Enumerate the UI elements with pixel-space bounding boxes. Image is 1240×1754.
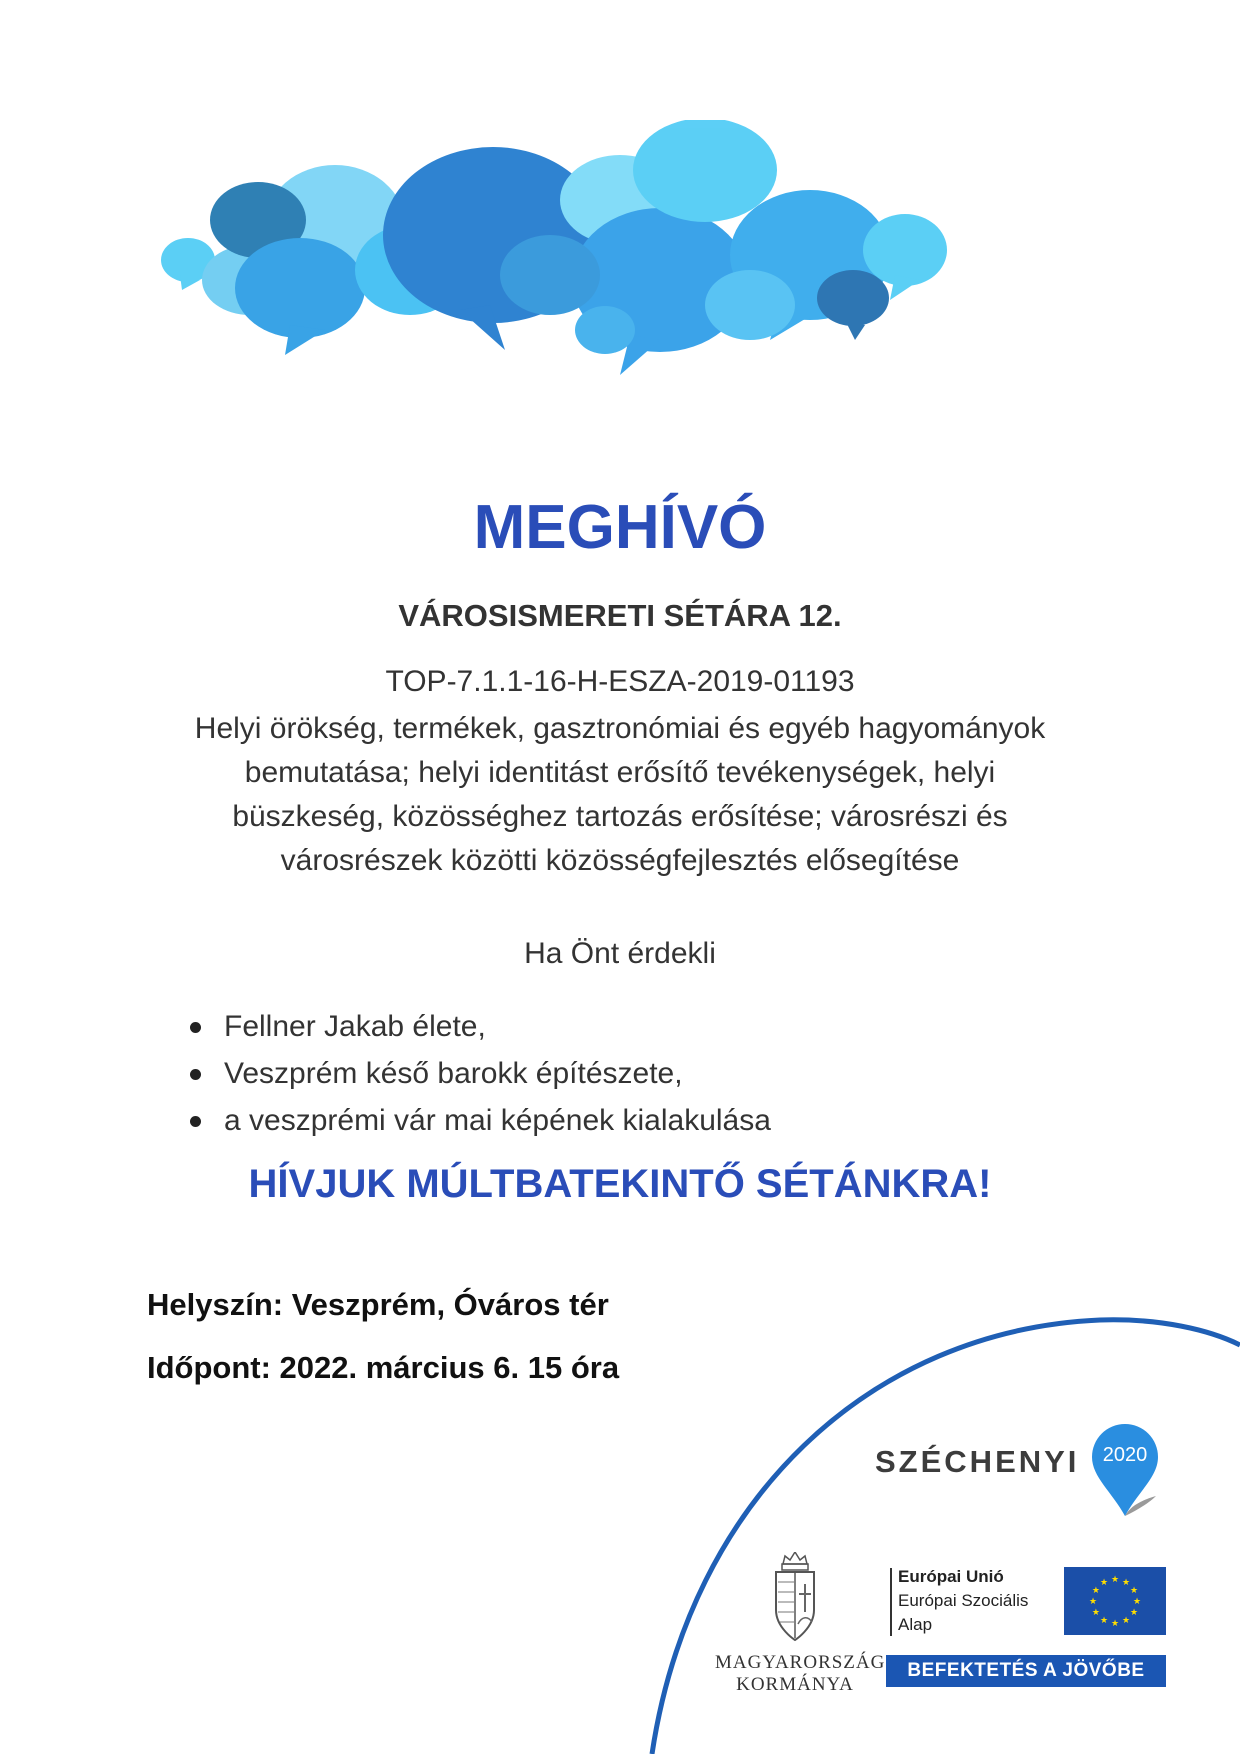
eu-line-2: Európai Szociális — [898, 1591, 1029, 1610]
project-code: TOP-7.1.1-16-H-ESZA-2019-01193 — [385, 665, 855, 698]
eu-star-icon: ★ — [1088, 1596, 1098, 1606]
event-subtitle: VÁROSISMERETI SÉTÁRA 12. — [398, 598, 842, 633]
divider — [890, 1568, 892, 1636]
eu-star-icon: ★ — [1099, 1576, 1109, 1587]
time-line: Időpont: 2022. március 6. 15 óra — [147, 1350, 620, 1385]
topic-text: Fellner Jakab élete, — [224, 1010, 486, 1043]
eu-star-icon: ★ — [1130, 1607, 1139, 1617]
eu-star-icon: ★ — [1099, 1615, 1109, 1626]
eu-star-icon: ★ — [1121, 1615, 1131, 1626]
topic-text: Veszprém késő barokk építészete, — [224, 1057, 683, 1090]
eu-star-icon: ★ — [1091, 1607, 1100, 1617]
szechenyi-pin-icon — [1090, 1422, 1160, 1518]
eu-star-icon: ★ — [1121, 1576, 1131, 1587]
eu-star-icon: ★ — [1110, 1574, 1120, 1584]
invest-banner: BEFEKTETÉS A JÖVŐBE — [886, 1655, 1166, 1687]
eu-star-icon: ★ — [1091, 1585, 1100, 1595]
interest-intro: Ha Önt érdekli — [524, 937, 716, 970]
eu-star-icon: ★ — [1130, 1585, 1139, 1595]
government-logo-text — [715, 1652, 886, 1696]
government-line: KORMÁNYA — [736, 1674, 854, 1695]
eu-line-1: Európai Unió — [898, 1567, 1004, 1586]
description-line: Helyi örökség, termékek, gasztronómiai és egyéb hagyományok — [194, 712, 1046, 745]
topic-text: a veszprémi vár mai képének kialakulása — [224, 1104, 771, 1137]
call-to-action: HÍVJUK MÚLTBATEKINTŐ SÉTÁNKRA! — [248, 1162, 992, 1206]
eu-star-icon: ★ — [1132, 1596, 1142, 1606]
government-line: MAGYARORSZÁG — [715, 1652, 886, 1673]
szechenyi-logo-text: SZÉCHENYI — [875, 1444, 1080, 1479]
description-line: városrészek közötti közösségfejlesztés elősegítése — [280, 844, 960, 877]
description-line: bemutatása; helyi identitást erősítő tevékenységek, helyi — [244, 756, 996, 789]
eu-line-3: Alap — [898, 1615, 933, 1634]
eu-star-icon: ★ — [1110, 1618, 1120, 1628]
eu-flag-icon — [1064, 1567, 1166, 1635]
szechenyi-year: 2020 — [1102, 1444, 1148, 1466]
location-line: Helyszín: Veszprém, Óváros tér — [147, 1287, 609, 1322]
hungarian-coat-of-arms-icon — [770, 1552, 820, 1644]
description-line: büszkeség, közösséghez tartozás erősítése; városrészi és — [232, 800, 1008, 833]
page-title: MEGHÍVÓ — [473, 493, 767, 562]
